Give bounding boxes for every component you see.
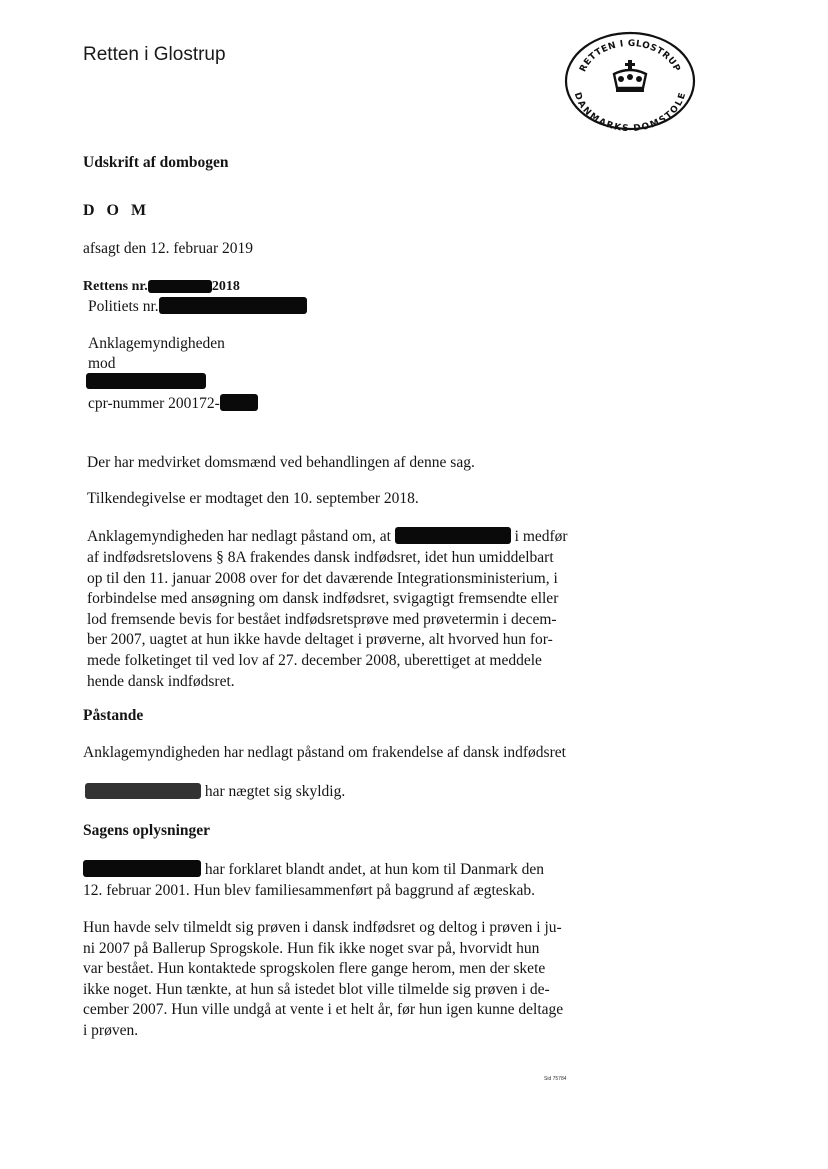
politiets-nr-line xyxy=(88,297,307,317)
redaction-bar xyxy=(86,373,206,389)
svg-text:DANMARKS DOMSTOLE xyxy=(572,91,689,132)
section-heading-sagens: Sagens oplysninger xyxy=(83,822,211,839)
dom-title: D O M xyxy=(83,202,151,219)
paragraph-line: Hun havde selv tilmeldt sig prøven i dansk indfødsret og deltog i prøven i ju- xyxy=(83,919,562,936)
paragraph-line: lod fremsende bevis for bestået indfødsretsprøve med prøvetermin i decem- xyxy=(87,610,557,628)
rettens-nr-line xyxy=(83,277,240,297)
paragraph-paastand: Anklagemyndigheden har nedlagt påstand om frakendelse af dansk indfødsret xyxy=(83,744,566,761)
charge-text-end: i medfør xyxy=(514,528,568,545)
charge-text-start: Anklagemyndigheden har nedlagt påstand om, at xyxy=(87,528,391,545)
document-code: Sid 75784 xyxy=(544,1076,567,1082)
cpr-label: cpr-nummer 200172- xyxy=(88,395,220,412)
paragraph-line: op til den 11. januar 2008 over for det daværende Integrationsministerium, i xyxy=(87,569,558,587)
explanation-text: har forklaret blandt andet, at hun kom til Danmark den xyxy=(204,861,545,878)
paragraph-line: af indfødsretslovens § 8A frakendes dansk indfødsret, idet hun umiddelbart xyxy=(87,549,554,566)
mod-label: mod xyxy=(88,355,116,372)
redaction-bar xyxy=(159,297,307,314)
paragraph-domsmaend: Der har medvirket domsmænd ved behandlingen af denne sag. xyxy=(87,454,475,471)
party-prosecution: Anklagemyndigheden xyxy=(88,335,225,352)
paragraph-line: ikke noget. Hun tænkte, at hun så istedet blot ville tilmelde sig prøven i de- xyxy=(83,980,550,998)
paragraph-line: ni 2007 på Ballerup Sprogskole. Hun fik ikke noget svar på, hvorvidt hun xyxy=(83,939,540,957)
paragraph-explanation-first-line xyxy=(83,860,544,880)
cpr-line xyxy=(88,394,258,414)
paragraph-charge-first-line xyxy=(87,527,568,547)
redaction-bar xyxy=(148,280,212,293)
paragraph-tilkendegivelse: Tilkendegivelse er modtaget den 10. september 2018. xyxy=(87,490,419,507)
paragraph-line: forbindelse med ansøgning om dansk indfødsret, svigagtigt fremsendte eller xyxy=(87,590,559,608)
paragraph-line: var bestået. Hun kontaktede sprogskolen flere gange herom, men der skete xyxy=(83,960,546,978)
paragraph-line: cember 2007. Hun ville undgå at vente i et helt år, før hun igen kunne deltage xyxy=(83,1001,564,1019)
redaction-bar xyxy=(83,860,201,877)
politiets-nr-label: Politiets nr. xyxy=(88,298,159,315)
document-heading: Udskrift af dombogen xyxy=(83,154,229,171)
court-name: Retten i Glostrup xyxy=(83,44,226,65)
stamp-bottom-text: DANMARKS DOMSTOLE xyxy=(571,91,689,132)
paragraph-explanation-second-line: 12. februar 2001. Hun blev familiesammenført på baggrund af ægteskab. xyxy=(83,882,535,899)
paragraph-line: hende dansk indfødsret. xyxy=(87,672,235,690)
paragraph-line: ber 2007, uagtet at hun ikke havde deltaget i prøverne, alt hvorved hun for- xyxy=(87,631,553,649)
paragraph-charge xyxy=(87,548,558,692)
rettens-nr-label: Rettens nr. xyxy=(83,279,148,294)
rettens-nr-year: 2018 xyxy=(211,279,240,294)
paragraph-line: mede folketinget til ved lov af 27. december 2008, uberettiget at meddele xyxy=(87,651,542,669)
date-line: afsagt den 12. februar 2019 xyxy=(83,240,254,257)
plea-text: har nægtet sig skyldig. xyxy=(204,783,346,800)
paragraph-test-account xyxy=(83,918,563,1042)
redaction-bar xyxy=(395,527,511,544)
crown-icon xyxy=(614,60,646,92)
section-heading-paastande: Påstande xyxy=(83,707,144,724)
paragraph-plea xyxy=(85,782,345,802)
stamp-top-text: RETTEN I GLOSTRUP xyxy=(578,38,682,74)
redaction-bar xyxy=(220,394,258,411)
court-seal-stamp xyxy=(563,30,697,132)
defendant-name-redacted xyxy=(86,372,206,392)
redaction-bar xyxy=(85,783,201,799)
paragraph-line: i prøven. xyxy=(83,1021,139,1039)
